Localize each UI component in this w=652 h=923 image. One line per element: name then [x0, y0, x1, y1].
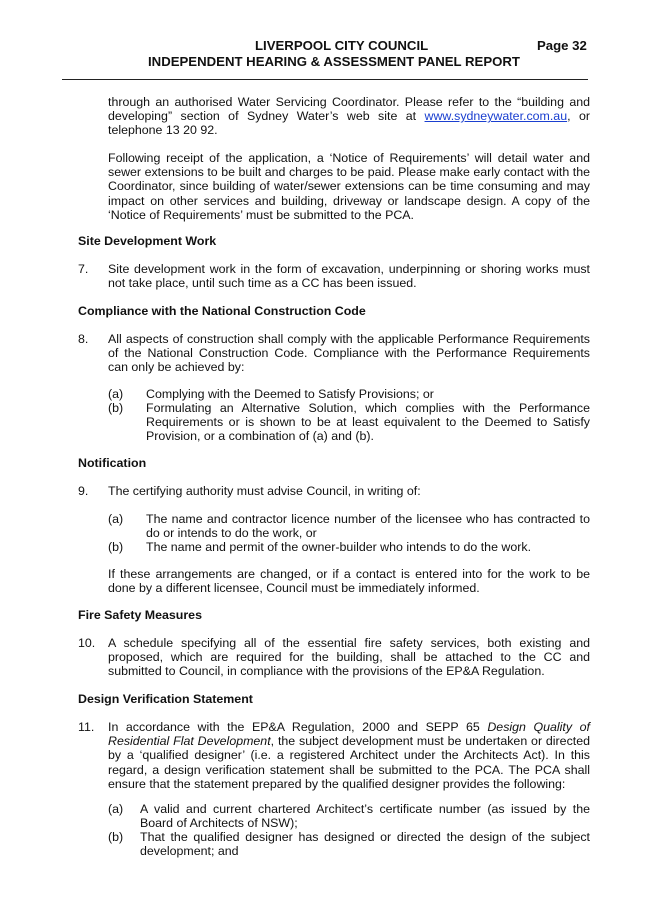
item-8-b-text: Formulating an Alternative Solution, which complies with the Performance Requirements or is shown to be at least equivalent to the Deemed to Satisfy Provision, or a combination of (a) and (b). — [146, 401, 590, 444]
item-11-a-label: (a) — [108, 802, 124, 816]
item-number-8: 8. — [78, 332, 89, 346]
item-8-a-text: Complying with the Deemed to Satisfy Provisions; or — [146, 387, 434, 401]
sydney-water-link[interactable]: www.sydneywater.com.au — [424, 109, 568, 124]
item-10-text: A schedule specifying all of the essential fire safety services, both existing and proposed, which are required for the building, shall be attached to the CC and submitted to Council, in compliance with the provisions of the EP&A Regulation. — [108, 636, 590, 679]
item-8-b-label: (b) — [108, 401, 124, 415]
item-11-text: In accordance with the EP&A Regulation, 2000 and SEPP 65 Design Quality of Residential Flat Development, the subject development must be undertaken or directed by a ‘qualified designer’ (i.e. a registered Architect under the Architects Act). In this regard, a design verification statement shall be submitted to the PCA. The PCA shall ensure that the statement prepared by the qualified designer provides the following: — [108, 720, 590, 791]
item-11-a-text: A valid and current chartered Architect’s certificate number (as issued by the Board of Architects of NSW); — [140, 802, 590, 831]
page-number: Page 32 — [537, 38, 587, 53]
report-title: INDEPENDENT HEARING & ASSESSMENT PANEL REPORT — [148, 54, 520, 69]
heading-notification: Notification — [78, 456, 147, 470]
item-8-a-label: (a) — [108, 387, 124, 401]
item-9-a-text: The name and contractor licence number of the licensee who has contracted to do or intends to do the work, or — [146, 512, 590, 541]
item-11-b-label: (b) — [108, 830, 124, 844]
item-9-text: The certifying authority must advise Council, in writing of: — [108, 484, 421, 498]
heading-fire-safety: Fire Safety Measures — [78, 608, 202, 622]
item-9-followup: If these arrangements are changed, or if a contact is entered into for the work to be done by a different licensee, Council must be immediately informed. — [108, 567, 590, 596]
item-7-text: Site development work in the form of excavation, underpinning or shoring works must not take place, until such time as a CC has been issued. — [108, 262, 590, 291]
item-9-b-label: (b) — [108, 540, 124, 554]
item-number-10: 10. — [78, 636, 96, 650]
heading-design-verification: Design Verification Statement — [78, 692, 253, 706]
item-8-text: All aspects of construction shall comply with the applicable Performance Requirements of the National Construction Code. Compliance with the Performance Requirements can only be achieved by: — [108, 332, 590, 375]
intro-paragraph-1: through an authorised Water Servicing Coordinator. Please refer to the “building and developing” section of Sydney Water’s web site at www.sydneywater.com.au, or telephone 13 20 92. — [108, 95, 590, 138]
heading-site-development: Site Development Work — [78, 234, 217, 248]
item-number-7: 7. — [78, 262, 89, 276]
heading-ncc-compliance: Compliance with the National Construction Code — [78, 304, 366, 318]
item-number-9: 9. — [78, 484, 89, 498]
council-name: LIVERPOOL CITY COUNCIL — [255, 38, 429, 53]
item-9-b-text: The name and permit of the owner-builder who intends to do the work. — [146, 540, 532, 554]
item-9-a-label: (a) — [108, 512, 124, 526]
item-number-11: 11. — [78, 720, 95, 734]
item-11-b-text: That the qualified designer has designed or directed the design of the subject development; and — [140, 830, 590, 859]
intro-paragraph-2: Following receipt of the application, a ‘Notice of Requirements’ will detail water and sewer extensions to be built and charges to be paid. Please make early contact with the Coordinator, since building of water/sewer extensions can be time consuming and may impact on other services and building, driveway or landscape design. A copy of the ‘Notice of Requirements’ must be submitted to the PCA. — [108, 151, 590, 222]
header-divider — [62, 79, 588, 80]
